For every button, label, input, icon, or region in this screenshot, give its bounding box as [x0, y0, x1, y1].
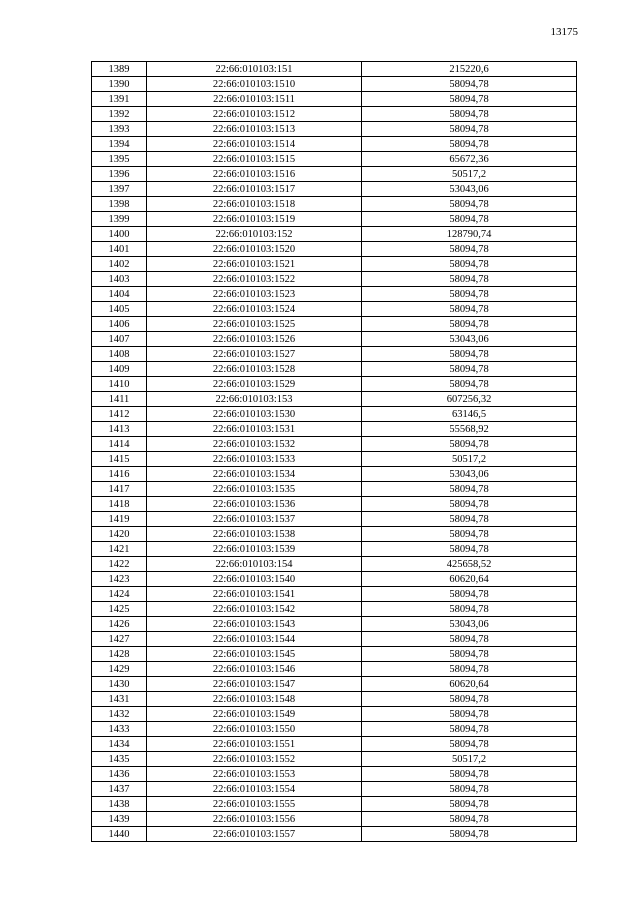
- cadastral-number-cell: 22:66:010103:1525: [147, 317, 362, 332]
- cadastral-number-cell: 22:66:010103:1553: [147, 767, 362, 782]
- cadastral-value-cell: 425658,52: [362, 557, 577, 572]
- cadastral-number-cell: 22:66:010103:1549: [147, 707, 362, 722]
- cadastral-value-cell: 63146,5: [362, 407, 577, 422]
- cadastral-value-cell: 58094,78: [362, 437, 577, 452]
- row-number-cell: 1409: [92, 362, 147, 377]
- cadastral-value-cell: 58094,78: [362, 317, 577, 332]
- table-row: [92, 242, 577, 257]
- cadastral-number-cell: 22:66:010103:1538: [147, 527, 362, 542]
- cadastral-value-cell: 58094,78: [362, 812, 577, 827]
- row-number-cell: 1433: [92, 722, 147, 737]
- table-row: [92, 272, 577, 287]
- row-number-cell: 1398: [92, 197, 147, 212]
- row-number-cell: 1416: [92, 467, 147, 482]
- cadastral-number-cell: 22:66:010103:1534: [147, 467, 362, 482]
- table-row: [92, 152, 577, 167]
- row-number-cell: 1394: [92, 137, 147, 152]
- cadastral-value-cell: 58094,78: [362, 272, 577, 287]
- table-row: [92, 257, 577, 272]
- row-number-cell: 1400: [92, 227, 147, 242]
- cadastral-number-cell: 22:66:010103:1524: [147, 302, 362, 317]
- row-number-cell: 1421: [92, 542, 147, 557]
- row-number-cell: 1403: [92, 272, 147, 287]
- cadastral-value-cell: 60620,64: [362, 677, 577, 692]
- cadastral-number-cell: 22:66:010103:1522: [147, 272, 362, 287]
- row-number-cell: 1428: [92, 647, 147, 662]
- cadastral-number-cell: 22:66:010103:151: [147, 62, 362, 77]
- row-number-cell: 1429: [92, 662, 147, 677]
- row-number-cell: 1415: [92, 452, 147, 467]
- cadastral-number-cell: 22:66:010103:1527: [147, 347, 362, 362]
- page-number: 13175: [550, 26, 578, 38]
- cadastral-number-cell: 22:66:010103:1535: [147, 482, 362, 497]
- table-row: [92, 722, 577, 737]
- cadastral-value-cell: 53043,06: [362, 182, 577, 197]
- table-row: [92, 812, 577, 827]
- row-number-cell: 1407: [92, 332, 147, 347]
- cadastral-number-cell: 22:66:010103:1544: [147, 632, 362, 647]
- cadastral-value-cell: 58094,78: [362, 827, 577, 842]
- table-body: [92, 62, 577, 842]
- table-row: [92, 737, 577, 752]
- table-row: [92, 767, 577, 782]
- cadastral-value-cell: 58094,78: [362, 692, 577, 707]
- row-number-cell: 1402: [92, 257, 147, 272]
- row-number-cell: 1439: [92, 812, 147, 827]
- table-row: [92, 497, 577, 512]
- cadastral-number-cell: 22:66:010103:1528: [147, 362, 362, 377]
- table-row: [92, 122, 577, 137]
- row-number-cell: 1420: [92, 527, 147, 542]
- cadastral-value-cell: 58094,78: [362, 782, 577, 797]
- row-number-cell: 1391: [92, 92, 147, 107]
- table-row: [92, 137, 577, 152]
- table-row: [92, 692, 577, 707]
- cadastral-number-cell: 22:66:010103:1546: [147, 662, 362, 677]
- cadastral-number-cell: 22:66:010103:1510: [147, 77, 362, 92]
- cadastral-number-cell: 22:66:010103:1540: [147, 572, 362, 587]
- row-number-cell: 1427: [92, 632, 147, 647]
- row-number-cell: 1392: [92, 107, 147, 122]
- cadastral-number-cell: 22:66:010103:1550: [147, 722, 362, 737]
- row-number-cell: 1406: [92, 317, 147, 332]
- table-row: [92, 587, 577, 602]
- cadastral-number-cell: 22:66:010103:1517: [147, 182, 362, 197]
- cadastral-value-table: [91, 61, 577, 842]
- cadastral-value-cell: 58094,78: [362, 122, 577, 137]
- cadastral-value-cell: 60620,64: [362, 572, 577, 587]
- table-row: [92, 182, 577, 197]
- cadastral-number-cell: 22:66:010103:153: [147, 392, 362, 407]
- cadastral-value-cell: 58094,78: [362, 707, 577, 722]
- cadastral-number-cell: 22:66:010103:1545: [147, 647, 362, 662]
- table-row: [92, 647, 577, 662]
- cadastral-number-cell: 22:66:010103:1554: [147, 782, 362, 797]
- row-number-cell: 1404: [92, 287, 147, 302]
- table-row: [92, 377, 577, 392]
- cadastral-value-cell: 58094,78: [362, 542, 577, 557]
- row-number-cell: 1408: [92, 347, 147, 362]
- table-row: [92, 422, 577, 437]
- cadastral-number-cell: 22:66:010103:1539: [147, 542, 362, 557]
- cadastral-value-cell: 58094,78: [362, 722, 577, 737]
- cadastral-value-cell: 58094,78: [362, 107, 577, 122]
- table-row: [92, 92, 577, 107]
- cadastral-value-cell: 215220,6: [362, 62, 577, 77]
- cadastral-number-cell: 22:66:010103:1521: [147, 257, 362, 272]
- row-number-cell: 1411: [92, 392, 147, 407]
- table-row: [92, 437, 577, 452]
- row-number-cell: 1397: [92, 182, 147, 197]
- cadastral-value-cell: 58094,78: [362, 737, 577, 752]
- row-number-cell: 1412: [92, 407, 147, 422]
- row-number-cell: 1395: [92, 152, 147, 167]
- row-number-cell: 1440: [92, 827, 147, 842]
- row-number-cell: 1424: [92, 587, 147, 602]
- table-row: [92, 527, 577, 542]
- table-row: [92, 107, 577, 122]
- cadastral-value-cell: 58094,78: [362, 497, 577, 512]
- cadastral-value-cell: 58094,78: [362, 602, 577, 617]
- table-row: [92, 362, 577, 377]
- cadastral-number-cell: 22:66:010103:1513: [147, 122, 362, 137]
- table-row: [92, 482, 577, 497]
- row-number-cell: 1423: [92, 572, 147, 587]
- cadastral-value-cell: 58094,78: [362, 662, 577, 677]
- row-number-cell: 1438: [92, 797, 147, 812]
- cadastral-value-cell: 50517,2: [362, 167, 577, 182]
- row-number-cell: 1396: [92, 167, 147, 182]
- cadastral-number-cell: 22:66:010103:1526: [147, 332, 362, 347]
- cadastral-number-cell: 22:66:010103:1529: [147, 377, 362, 392]
- table-row: [92, 707, 577, 722]
- cadastral-value-cell: 58094,78: [362, 482, 577, 497]
- table-row: [92, 452, 577, 467]
- table-row: [92, 317, 577, 332]
- cadastral-value-cell: 58094,78: [362, 302, 577, 317]
- table-row: [92, 782, 577, 797]
- cadastral-number-cell: 22:66:010103:1520: [147, 242, 362, 257]
- row-number-cell: 1414: [92, 437, 147, 452]
- table-row: [92, 227, 577, 242]
- cadastral-number-cell: 22:66:010103:154: [147, 557, 362, 572]
- cadastral-number-cell: 22:66:010103:1542: [147, 602, 362, 617]
- cadastral-value-cell: 58094,78: [362, 587, 577, 602]
- row-number-cell: 1389: [92, 62, 147, 77]
- cadastral-number-cell: 22:66:010103:1523: [147, 287, 362, 302]
- cadastral-value-cell: 58094,78: [362, 212, 577, 227]
- cadastral-value-cell: 58094,78: [362, 377, 577, 392]
- row-number-cell: 1410: [92, 377, 147, 392]
- table-row: [92, 602, 577, 617]
- table-row: [92, 62, 577, 77]
- row-number-cell: 1426: [92, 617, 147, 632]
- row-number-cell: 1405: [92, 302, 147, 317]
- cadastral-value-cell: 58094,78: [362, 77, 577, 92]
- table-row: [92, 197, 577, 212]
- cadastral-number-cell: 22:66:010103:1533: [147, 452, 362, 467]
- cadastral-number-cell: 22:66:010103:1541: [147, 587, 362, 602]
- row-number-cell: 1422: [92, 557, 147, 572]
- table-row: [92, 347, 577, 362]
- table-row: [92, 797, 577, 812]
- table-row: [92, 512, 577, 527]
- table-row: [92, 302, 577, 317]
- cadastral-number-cell: 22:66:010103:1514: [147, 137, 362, 152]
- cadastral-value-cell: 53043,06: [362, 617, 577, 632]
- cadastral-value-cell: 58094,78: [362, 647, 577, 662]
- cadastral-number-cell: 22:66:010103:1530: [147, 407, 362, 422]
- cadastral-number-cell: 22:66:010103:1516: [147, 167, 362, 182]
- table-row: [92, 467, 577, 482]
- table-row: [92, 827, 577, 842]
- cadastral-value-cell: 55568,92: [362, 422, 577, 437]
- row-number-cell: 1417: [92, 482, 147, 497]
- row-number-cell: 1437: [92, 782, 147, 797]
- cadastral-number-cell: 22:66:010103:1536: [147, 497, 362, 512]
- table-row: [92, 212, 577, 227]
- row-number-cell: 1390: [92, 77, 147, 92]
- cadastral-value-cell: 58094,78: [362, 767, 577, 782]
- table-row: [92, 752, 577, 767]
- table-row: [92, 632, 577, 647]
- table-row: [92, 662, 577, 677]
- cadastral-number-cell: 22:66:010103:1512: [147, 107, 362, 122]
- row-number-cell: 1393: [92, 122, 147, 137]
- cadastral-number-cell: 22:66:010103:1556: [147, 812, 362, 827]
- cadastral-value-cell: 50517,2: [362, 452, 577, 467]
- cadastral-number-cell: 22:66:010103:1548: [147, 692, 362, 707]
- row-number-cell: 1435: [92, 752, 147, 767]
- row-number-cell: 1399: [92, 212, 147, 227]
- cadastral-number-cell: 22:66:010103:1511: [147, 92, 362, 107]
- cadastral-value-cell: 58094,78: [362, 257, 577, 272]
- row-number-cell: 1432: [92, 707, 147, 722]
- table-row: [92, 677, 577, 692]
- row-number-cell: 1401: [92, 242, 147, 257]
- cadastral-number-cell: 22:66:010103:1518: [147, 197, 362, 212]
- cadastral-value-cell: 58094,78: [362, 527, 577, 542]
- row-number-cell: 1431: [92, 692, 147, 707]
- cadastral-number-cell: 22:66:010103:1532: [147, 437, 362, 452]
- cadastral-number-cell: 22:66:010103:1551: [147, 737, 362, 752]
- cadastral-value-cell: 128790,74: [362, 227, 577, 242]
- cadastral-number-cell: 22:66:010103:1543: [147, 617, 362, 632]
- cadastral-value-cell: 53043,06: [362, 467, 577, 482]
- cadastral-number-cell: 22:66:010103:1552: [147, 752, 362, 767]
- cadastral-number-cell: 22:66:010103:1515: [147, 152, 362, 167]
- cadastral-number-cell: 22:66:010103:152: [147, 227, 362, 242]
- cadastral-value-cell: 65672,36: [362, 152, 577, 167]
- cadastral-value-cell: 607256,32: [362, 392, 577, 407]
- row-number-cell: 1419: [92, 512, 147, 527]
- cadastral-value-cell: 58094,78: [362, 242, 577, 257]
- table-row: [92, 392, 577, 407]
- table-row: [92, 287, 577, 302]
- cadastral-value-cell: 58094,78: [362, 197, 577, 212]
- cadastral-number-cell: 22:66:010103:1519: [147, 212, 362, 227]
- cadastral-number-cell: 22:66:010103:1555: [147, 797, 362, 812]
- row-number-cell: 1436: [92, 767, 147, 782]
- cadastral-value-cell: 58094,78: [362, 797, 577, 812]
- cadastral-value-cell: 50517,2: [362, 752, 577, 767]
- table-row: [92, 77, 577, 92]
- cadastral-value-cell: 58094,78: [362, 287, 577, 302]
- table-row: [92, 332, 577, 347]
- cadastral-value-cell: 58094,78: [362, 512, 577, 527]
- cadastral-value-cell: 53043,06: [362, 332, 577, 347]
- cadastral-number-cell: 22:66:010103:1531: [147, 422, 362, 437]
- row-number-cell: 1425: [92, 602, 147, 617]
- row-number-cell: 1434: [92, 737, 147, 752]
- cadastral-number-cell: 22:66:010103:1557: [147, 827, 362, 842]
- table-row: [92, 542, 577, 557]
- cadastral-number-cell: 22:66:010103:1537: [147, 512, 362, 527]
- row-number-cell: 1430: [92, 677, 147, 692]
- table-row: [92, 557, 577, 572]
- cadastral-value-cell: 58094,78: [362, 347, 577, 362]
- cadastral-value-cell: 58094,78: [362, 92, 577, 107]
- table-row: [92, 617, 577, 632]
- cadastral-value-cell: 58094,78: [362, 362, 577, 377]
- cadastral-number-cell: 22:66:010103:1547: [147, 677, 362, 692]
- table-row: [92, 407, 577, 422]
- table-row: [92, 167, 577, 182]
- cadastral-value-cell: 58094,78: [362, 137, 577, 152]
- table-row: [92, 572, 577, 587]
- row-number-cell: 1418: [92, 497, 147, 512]
- cadastral-value-cell: 58094,78: [362, 632, 577, 647]
- row-number-cell: 1413: [92, 422, 147, 437]
